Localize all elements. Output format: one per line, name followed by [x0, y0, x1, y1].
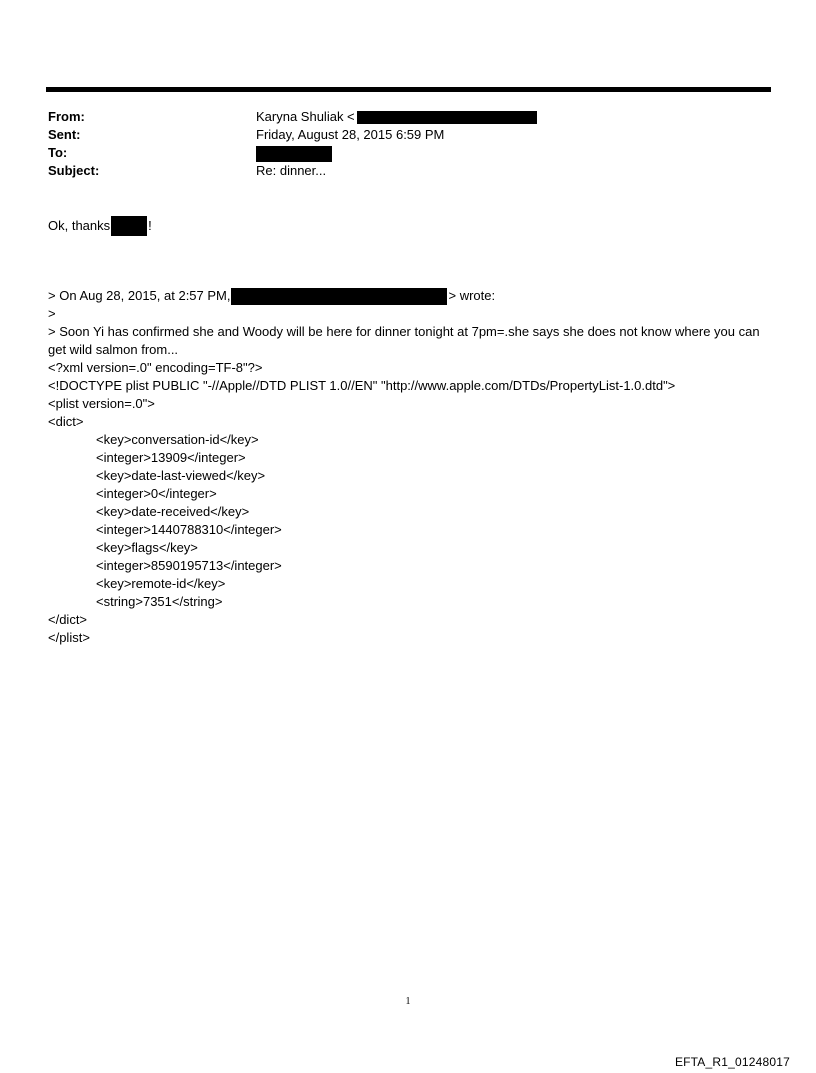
sent-value: Friday, August 28, 2015 6:59 PM — [256, 127, 445, 142]
from-value — [256, 108, 537, 126]
to-row — [48, 144, 768, 162]
plist-line: <integer>8590195713</integer> — [96, 558, 282, 573]
redaction-box — [357, 111, 537, 124]
plist-line: <?xml version=.0" encoding=TF-8"?> — [48, 360, 263, 375]
redaction-box — [256, 146, 332, 162]
plist-line: <key>date-last-viewed</key> — [96, 468, 266, 483]
subject-label: Subject: — [48, 163, 100, 178]
plist-line: <integer>13909</integer> — [96, 450, 246, 465]
plist-line: <key>flags</key> — [96, 540, 198, 555]
to-value — [256, 144, 332, 162]
plist-line: </plist> — [48, 630, 90, 645]
quote-body: > Soon Yi has confirmed she and Woody will be here for dinner tonight at 7pm=.she says she does not know where you can get wild salmon from... — [48, 324, 760, 357]
subject-value: Re: dinner... — [256, 163, 327, 178]
sent-row — [48, 126, 768, 144]
quote-blank-line: > — [48, 306, 56, 321]
to-label: To: — [48, 145, 68, 160]
plist-block — [48, 359, 768, 647]
plist-line: <plist version=.0"> — [48, 396, 155, 411]
plist-line: <key>remote-id</key> — [96, 576, 226, 591]
quote-intro-line — [48, 287, 768, 305]
quote-intro-text: > On Aug 28, 2015, at 2:57 PM, — [48, 288, 231, 303]
page-number: 1 — [405, 996, 411, 1007]
greeting-text: Ok, thanks — [48, 218, 111, 233]
plist-line: <key>date-received</key> — [96, 504, 250, 519]
redaction-box — [231, 288, 447, 305]
plist-line: <string>7351</string> — [96, 594, 223, 609]
redaction-box — [111, 216, 147, 236]
email-header — [48, 108, 768, 180]
greeting-line — [48, 216, 768, 236]
greeting-punctuation: ! — [148, 218, 152, 233]
plist-line: </dict> — [48, 612, 88, 627]
from-name: Karyna Shuliak < — [256, 109, 355, 124]
subject-row — [48, 162, 768, 180]
plist-line: <integer>1440788310</integer> — [96, 522, 282, 537]
quoted-message — [48, 287, 768, 647]
bates-number: EFTA_R1_01248017 — [674, 1055, 790, 1069]
plist-line: <key>conversation-id</key> — [96, 432, 259, 447]
plist-line: <!DOCTYPE plist PUBLIC "-//Apple//DTD PLIST 1.0//EN" "http://www.apple.com/DTDs/PropertyList-1.0.dtd"> — [48, 378, 676, 393]
from-row — [48, 108, 768, 126]
sent-label: Sent: — [48, 127, 81, 142]
plist-line: <dict> — [48, 414, 84, 429]
plist-line: <integer>0</integer> — [96, 486, 217, 501]
header-rule — [46, 87, 771, 92]
from-label: From: — [48, 109, 85, 124]
quote-intro-wrote: > wrote: — [448, 288, 496, 303]
